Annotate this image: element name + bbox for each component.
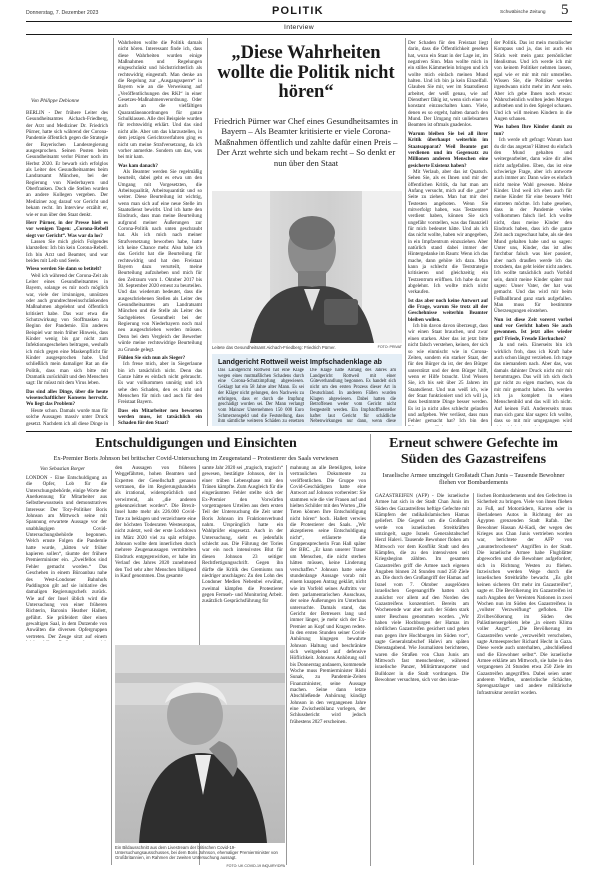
info-box	[212, 354, 402, 426]
info-box-right: Die Klage hatte Anfang des Jahres am Landgericht Rottweil mit einer Güteverhandlung begonnen. Es handelt sich nicht um den ersten Prozess dieser Art in Deutschland. In anderen Fällen wurden Klagen abgewiesen. Dabei hatten die Betroffenen weder vom Gericht nicht festgestellt werden. Ein Impfstoffhersteller haftet laut Gericht für schädliche Nebenwirkungen nur dann, wenn diese	[310, 368, 396, 424]
interview-teaser: Friedrich Pürner war Chef eines Gesundheitsamtes in Bayern – Als Beamter kritisierte er viele Corona-Maßnahmen öffentlich und zahlte dafür einen Preis – Der Arzt wehrte sich und bekam recht – So denkt er nun über den Staat	[214, 116, 398, 168]
col-divider	[473, 493, 474, 865]
johnson-credit: FOTO: UK COVID-19 INQUIRY/DPA	[226, 864, 285, 868]
header-date: Donnerstag, 7. Dezember 2023	[26, 10, 99, 16]
interview-question: Herr Pürner, in der Presse hieß es vor wenigen Tagen: „Corona-Rebell siegt vor Gericht“. Was war da los?	[26, 219, 108, 239]
interview-paragraph: Wahrheiten wollte die Politik damals nicht hören. Interessant finde ich, dass diese Wahrheiten wurden einige Maßnahmen und Regelungen eingeschränkt und höchstrichterlich als rechtswidrig eingestuft. Man denke an die Regelung zur „Ausgangssperre“ in Bayern wie an die Verweisung auf „Veröffentlichungen des RKI“ in einer Gesetzes-Maßnahmenverordnung. Oder auch an die vielfältigen Quarantäneanordnungen für ganze Schulklassen. Alle drei Beispiele wurden für rechtswidrig erklärt. Und das sind nicht alle. Aber um das klarzustellen, in dem jetzigen Gerichtsverfahren ging es nicht um meine Strafversetzung, da ich vorher anmerkte. Sondern um das, was bei mir kam.	[118, 40, 202, 161]
johnson-col3: samte Jahr 2020 sei „tragisch, tragisch“ gewesen, bestätigte Johnson, der in einer trüben Lebensphase mit den Tränen kämpfte. Zum Ausgleich für die eingeräumten Fehler stellte sich der Ex-Premier den Vorwürfen vorgetragenen Urteilen aus dem ersten Teil der Untersuchung die Zeit unter Boris Johnson im Fraktionsverbund nahm. Ursprünglich hatte ein Wahlprüfer eingesetzt. Auch in der Untersuchung, sieht es jedenfalls schlecht aus. Die Führung der Tories war ein noch intensivstes Blut für diesen Johnson 23 seitiger Rechtfertigungsschrift. Gegen ihn dürfte die Kritik des Gremiums nun niedriger anschlagen: Zu den Lohn des Londoner Medien Nebenbei erwähnt, zweimal kämpfen die Protestierer gegen Fernseh- und Monitoring Arbeit. zusätzlich Gesprächsführung für	[202, 465, 283, 605]
col-divider	[491, 38, 492, 426]
col-divider	[207, 38, 208, 426]
johnson-headline: Entschuldigungen und Einsichten	[95, 436, 297, 451]
interview-byline: Von Philippe Debionne	[31, 98, 80, 104]
portrait-caption: Leitete das Gesundheitsamt Aichach-Friedberg: Friedrich Pürner.	[212, 345, 336, 350]
interview-paragraph: Weil ich während der Corona-Zeit als Leiter eines Gesundheitsamtes in Bayern, solange es mir noch möglich war, viele der irrsinnigen, unnützen oder auch grundrechteeinschränkenden Maßnahmen abgelehnt und öffentlich kritisiert habe. Das war etwa die Schutzwirkung von Stoffmasken zu Beginn der Pandemie. Ein anderes Beispiel war mein früher Hinweis, dass Kinder wenig bis gar nicht zum Infektionsgeschehen beitragen, weshalb ich mich gegen eine Maskenpflicht für Kinder ausgesprochen habe. Und schließlich mein damaliger Rat an die Politik, dass man sich bitte mit Dramatik zurückhält und den Menschen sagt: Ihr müsst mit dem Virus leben.	[26, 272, 108, 387]
johnson-byline: Von Sebastian Borger	[40, 466, 86, 472]
interview-paragraph: Ich freue mich, aber in Siegerlaune bin ich tatsächlich nicht. Denn das Ganze hätte es einfach nicht gebraucht. Es war vollkommen unnötig und ich sehe den Schaden, den es nicht und Menschen für mich und auch für den Freistaat Bayern.	[118, 361, 202, 406]
section-title: POLITIK	[272, 5, 324, 17]
johnson-col1: LONDON - Eine Entschuldigung an die Opfer, Lob für die Unterschungsbehörde, einige Worte der Anerkennung für Mitarbeiter aus Selbstbewusstsein und demonstratives Interesse: Der Tory-Politiker Boris Johnson am Mittwoch seine mit Spannung erwartete Aussage vor der unabhängigen Covid-Untersuchungsbehörde begonnen. Welch ernste Folgen die Pandemie hatte wurde, „hätten wir früher kapieren sollen“, räumte der frühere Premierminister ein. „Zweifellos sind Fehler gemacht worden.“ Das Geschehen in einem Büroanbau nahe des West-Londoner Bahnhofs Paddington gilt auf sie initiative des damaligen Regierungschefs zurück. Wie auf der Insel üblich wird die Untersuchung von einer früheren Richterin, Baronin Heather Hallett, geführt. Sie prüfeidert über einen gewaltigen Saal, in dem Dutzende von Anwälten die diversen Opfergruppen vertreten. Der Zeuge sitzt auf einem	[26, 475, 107, 640]
newspaper-name: Schwäbische Zeitung	[500, 10, 546, 15]
interview-paragraph: Ja und nein. Einerseits bin ich wirklich froh, dass ich Kraft habe auch schon längst verziehen. Ich trage das niemandem nach. Aber das, was damals dahinter Druck nicht mir mit herumtragen. Das will ich sich doch gar nicht zu eigen machen, was da mit mir gemacht haben. Da werden ich ja komplett in einen Menschenbild und das will ich nicht. Auf keinen Fall. Andererseits muss man sich ganz klar sagen: Ich wollte, dass so mit mir umgegangen wird	[494, 342, 572, 425]
gaza-headline: Erneut schwere Gefechte im Süden des Gazastreifens	[389, 436, 558, 467]
gaza-subhead: Israelische Armee umzingelt Großstadt Chan Junis – Tausende Bewohner fliehen vor Bombardements	[382, 472, 565, 487]
johnson-col1-cont	[26, 645, 107, 865]
interview-question: Was kam danach?	[118, 162, 158, 169]
col-divider	[286, 465, 287, 865]
interview-paragraph: Der Schaden für den Freistaat liegt darin, dass die Öffentlichkeit gesehen hat, wozu ein Staat in der Lage ist, im negativen Sinn. Man wollte mich in ein stilles Kämmerlein bringen und ich wollte mich einfach meinen Mund halten. Und ich bin ja kein Einzelfall. Glauben Sie mir, wer im Staatsdienst arbeitet, der weiß genau, wie auf Dienstherr fähig ist, wenn sich einer so konstant einzuschalten kann. Viele, denen es so ergeht, halten danach den Mund. Der Umgang mit unliebsamen Beamten ist oftmals gnadenlos.	[408, 40, 488, 129]
interview-col4	[494, 40, 572, 426]
interview-paragraph: Heute schon. Damals wurde man für solche Aussagen massiv unter Druck gesetzt. Nachdem ich all diese Dinge in	[26, 407, 108, 426]
section-rule	[26, 431, 572, 432]
johnson-subhead: Ex-Premier Boris Johnson bei britischer Covid-Untersuchung im Zeugenstand – Protestierer des Saals verwiesen	[53, 455, 339, 462]
info-box-left: Das Landgericht Rottweil hat eine Klage wegen eines mutmaßlichen Schadens durch eine Corona-Schutzimpfung abgewiesen. Geklagt hat ein 58 Jahre alter Mann. Es sei der Kläger nicht gelungen, den Nachweis zu erbringen, dass er durch die Impfung geschädigt worden sei. Der Mann verlangt vom Mainzer Unternehmen 150 000 Euro Schmerzensgeld und die Feststellung, dass ihm sämtliche weiteren Schäden zu ersetzen	[218, 368, 304, 424]
gaza-col1: GAZASTREIFEN (AFP) - Die israelische Armee hat sich in der Stadt Chan Junis im Süden des Gazastreifens heftige Gefechte mit Kämpfern der radikalislamischen Hamas geliefert. Die Gegend um die Großstadt werde von israelischen Streitkräften umzingelt, sagte Israels Generalstabschef Herzl Halevi. Tausende Bewohner flohen am Mittwoch vor dem Konflikt Stadt und den Kämpfen, die zu den intensivsten seit Kriegsbeginn zählten. Im gesamten Gazastreifen griff die Armee nach eigenen Angaben binnen 24 Stunden rund 250 Ziele an. Die durch den Großangriff der Hamas auf Israel vom 7. Oktober ausgelösten israelischen Gegenangriffe hatten sich zunächst vor allem auf den Norden des Gazastreifens konzentriert. Bereits am Wochenende war aber auch der Süden stark unter Beschuss genommen worden. „Wir haben viele Hochburgen der Hamas im nördlichen Gazastreifen gesichert und gehen nun gegen ihre Hochburgen im Süden vor“, sagte Generalstabschef Halevi am späten Dienstagabend. Wie Journalisten berichteten, waren die Straßen von Chan Junis am Mittwoch fast menschenleer, während israelische Panzer, Militärtransporter und Bulldozer in die Stadt vordrangen. Die Bewohner versuchten, sich vor den israe-	[375, 493, 469, 683]
article-divider	[370, 434, 371, 866]
gaza-col2: lischen Bombardements und den Gefechten in Sicherheit zu bringen. Viele von ihnen fliehen zu Fuß, auf Motorrädern, Karren oder in überladenen Autos in Richtung der an Ägypten grenzenden Stadt Rafah. Der Bewohner Hassan Al-Kadi, der wegen des Krieges aus Chan Junis vertrieben worden war, berichtete der AFP von „ununterbrochenen“ Angriffen in der Stadt. Die israelische Armee habe Flugblätter abgeworfen und die Bewohner aufgefordert, sich in Richtung Westen zu fliehen. Inzwischen werden Wege durch die israelischen Streitkräfte bewacht. „Es gibt keinen sicheren Ort mehr im Gazastreifen“, sagte er. Die Bevölkerung im Gazastreifen ist nach Angaben der Vereinten Nationen in zwei Wochen nun im Süden des Gazastreifens in „vollster Verzweiflung“ geflohen. Die Zivilbevölkerung im Süden des Palästinensergebiets lebe „in einem Klima voller Angst“. „Die Bevölkerung im Gazastreifen werde „verzweifelt verschoben, sagte Armeesprecher Richard Hecht in Gaza. Diese werde auch unterhalten, „abschließend und die Einwohner selbst“. Die israelische Armee erklärte am Mittwoch, sie habe in den vergangenen 24 Stunden etwa 250 Ziele im Gazastreifen angegriffen. Dabei seien unter anderem Waffen, unterirdische Schächte, Sprengsatzlager und andere militärische Infrastruktur zerstört worden.	[477, 493, 572, 696]
interview-paragraph: Als Beamter werden Sie regelmäßig beurteilt, dabei geht es etwa um den Umgang mit Vorgesetzten, die Arbeitsqualität, Arbeitsquantität und so weiter. Diese Beurteilung ist wichtig, wenn man sich auf eine neue Stelle im Staatsdienst bewirbt. Und ich hatte den Eindruck, dass man meine Beurteilung aufgrund meiner Äußerungen zur Corona-Politik nach unten geschraubt hat. Als ich mich nach meiner Strafversetzung beworben habe, hatte ich keine Chance mehr. Also habe ich das Gericht hat die Beurteilung für rechtswidrig und hat den Freistaat Bayern dazu verurteilt, meine Beurteilung aufzuheben und mich für den Zeitraum vom 1. Oktober 2017 bis 30. September 2020 erneut zu beurteilen. Und das wiederum bedeutet, dass die ausgeschriebenen Stellen als Leiter des Gesundheitsamtes am Landratsamt München und die Stelle als Leiter des Sachgebietes Gesundheit bei der Regierung von Niederbayern noch mal neu ausgeschrieben werden müssen. Denn bei dem Vergleich der Bewerber würde meine rechtswidrige Beurteilung zu Grunde gelegt.	[118, 168, 202, 353]
interview-question: Warum bleiben Sie bei all ihrer Kritik überhaupt weiterhin im Staatsapparat? Weil Beamte gut verdienen und im Gegensatz zu Millionen anderen Menschen eine gesicherte Existenz haben?	[408, 130, 488, 169]
johnson-col4: mahnung an alle Beteiligten, keine vertraulichen Dokumente zu veröffentlichen. Die Gruppe von Covid-Geschädigten hatte eine Antwort auf Johnson vorbereitet: Sie stammen wie die vier Frauen auf und hielten Schilder mit den Worten „Die Toten können Ihre Entschuldigung nicht hören“ hoch. Hallett verwies die Protestierer des Saals. „Wir akzeptieren seine Entschuldigung nicht“, erläuterte die Gruppensprecherin Fran Hall später der BBC. „Er kann unserer Trauer um Menschen, die nicht sterben hätten müssen, keine Linderung verschaffen.“ Johnson hatte seine stundenlange Aussage vorab mit einem knappen Antrag geklärt, nicht wie im Vorfeld seines Auftritts vor dem parlamentarischen Ausschuss, der seine Äußerungen im Unterhaus untersuchte. Damals stand, das Gericht der Betreuers lang und immer länger, je mehr sich der Ex-Premier an Kopf und Kragen redete. In den ersten Stunden seiner Covid-Anhörung hingegen bewahrte Johnson Haltung und beschränkte sich weitgehend auf defensive Höflichkeit. Johnsons Anhörung soll bis Donnerstag andauern, kommende Woche muss Premierminister Rishi Sunak, zu Pandemie-Zeiten Finanzminister, seine Aussage machen. Seine dann letzte Abschließende Anhörung kündigt Johnson in den vergangenen Jahre eine Zwischenbilanz vorlegen, der Schlussbericht wird jedoch frühestens 2027 erscheinen.	[290, 465, 366, 725]
col-divider	[405, 38, 406, 426]
col-divider	[113, 38, 114, 426]
interview-paragraph: BERLIN - Der frühere Leiter des Gesundheitsamtes Aichach-Friedberg, der Arzt und Mediziner Dr. Friedrich Pürner, hatte sich während der Corona-Pandemie öffentlich gegen die Strategie der Bayerischen Landesregierung ausgesprochen. Seinen Posten beim Gesundheitsamt verlor Pürner noch im Herbst 2020. Er bewarb sich erfolglos als Leiter des Gesundheitsamtes beim Landratsamt München, bei der Regierung von Niederbayern und Oberfranken. Doch die Stellen wurden an andere Kollegen vergeben. Der Mediziner zog darauf vor Gericht und bekam recht. Im Interview erzählt er, wie er nun über den Staat denkt.	[26, 110, 108, 218]
interview-col1	[26, 110, 108, 426]
interview-question: Fühlen Sie sich nun als Sieger?	[118, 354, 186, 361]
portrait-illustration	[212, 191, 402, 343]
portrait-credit: FOTO: PRIVAT	[377, 345, 402, 349]
johnson-caption: Ein Bildausschnitt aus dem Livestream der britischen Covid-19-Untersuchungsausschusses, bei dem Boris Johnson, ehemaliger Premierminister von Großbritannien, im Rahmen der zweiten Untersuchung aussagt.	[115, 845, 278, 861]
page-number: 5	[561, 2, 569, 18]
interview-question: Was haben Ihre Kinder damit zu tun?	[494, 124, 572, 137]
interview-paragraph: Mit Verlaub, aber das ist Quatsch. Sehen Sie, als es Ihnen und mir der öffentlichen Kritik, da hat man am Anfang versucht, mich auf die „gute“ Seite zu ziehen. Man hat mir drei Testesten angeboten. Wenn Sie mitverfolgt haben, was Testzentren verdient haben, können Sie sich ungefähr vorstellen, was das finanziell für mich bedeutet hätte. Und als ich das nicht wollte, haben wir angegeben, in ein Impfzentrum einzuziehen. Aber natürlich stand dabei immer der Hintergedanke im Raum: Wenn ich das mache, dann gehöre ich dazu. Man kann ja schlecht die Teststrategie kritisieren und gleichzeitig ein Testzentrum eröffnen. Ich habe da nur abgelehnt. Ich wollte mich nicht verkaufen.	[408, 168, 488, 296]
interview-kicker: Interview	[284, 24, 314, 31]
interview-question: Das sind alles Dinge, über die heute wissenschaftlicher Konsens herrscht. Wo liegt das Problem?	[26, 388, 108, 408]
info-box-title: Landgericht Rottweil weist Impfschadenklage ab	[218, 358, 382, 366]
interview-paragraph: Ich bin davon davon überzeugt, dass wir einen Staat brauchen, und zwar einen starken. Aber das ist jetzt bitte nicht falsch verstehen, keinen, der sich so wie einmischt wie in Corona-Zeiten, sondern ein starker Staat, der für den Bürger da ist, der den Bürger unterstützt und der dem Bürger hilft, wenn er Hilfe braucht. Und Wissen Sie, ich bis seit über 25 Jahren im Staatsdienst. Und nun weiß ich, wie der Staat funktioniert und ich will ja, dass bestimmte Dinge besser werden. Es ist ja nicht alles schlecht gelaufen und aufgeben. Wer verlässt, dass man Fehler gemacht hat? Ich bin den	[408, 323, 488, 425]
interview-headline: „Diese Wahrheiten wollte die Politik nicht hören“	[217, 43, 395, 102]
col-divider	[111, 470, 112, 865]
kicker-rule	[26, 34, 572, 35]
header-rule	[26, 21, 572, 22]
johnson-photo	[115, 645, 285, 843]
interview-question: Wieso werden Sie dann so betitelt?	[26, 266, 102, 273]
interview-question: Nun ist diese Zeit vorerst vorbei und vor Gericht haben Sie auch gewonnen. Ist jetzt alles wieder gut? Friede, Freude Eierkuchen?	[494, 316, 572, 342]
interview-paragraph: Ich werde oft gefragt: Warum hast du dir das angetan? Hättest du einfach den Mund gehalten und weitergearbeitet, dann wäre dir alles nicht aufgefallen. Eben, das ist eine schwierige Frage, aber ich antworte auch immer an: Dann wäre es einfach nicht meine Wahl gewesen. Meine Kinder. Und weil ich eben auch für meine Kinder für eine bessere Welt eintreten möchte. Ich habe gesehen, dass in der Pandemie vieles vollkommen falsch lief. Ich wollte nicht, dass meine Kinder den Eindruck haben, dass ich die ganze Zeit auch zugeschaut habe, als sie den Mund gehalten habe und so sagen: Unter uns, Kinder, das ist alles furchtbar falsch was hier passiert, aber nach draußen werde ich das trotzdem, das geht leider nicht anders. Ich wollte tatsächlich auch Vorbild sein, damit meine Kinder später mal sagen: Unser Vater, der hat was gemacht. Und das wird mir beim Fußballbrand ganz stark aufgefallen. Man muss für bestimmte Überzeugungen einstehen.	[494, 137, 572, 315]
interview-paragraph: der Politik. Das ist mein moralischer Kompass und ja, das ist auch ein Stück weit mein ganz persönlicher Idealismus. Und ich werde ich mir von keinem Politiker nehmen lassen, egal wie er mir mit mir umstellen. Wissen Sie, die Politiker werden irgendwann nicht mehr im Amt sein. Aber ich gebe Ihnen noch etwas: Wahrscheinlich wollten jeden Morgen aufstehen und in den Spiegel schauen. Und ich will meinen Kindern in die Augen schauen.	[494, 40, 572, 123]
johnson-illustration	[115, 645, 285, 843]
portrait-photo	[212, 191, 402, 343]
interview-paragraph: Lassen Sie mich gleich Folgendes klarstellen: Ich bin kein Corona-Rebell. Ich bin Arzt und Beamter, und war beides mit Leib und Seele.	[26, 238, 108, 264]
interview-col3	[408, 40, 488, 426]
johnson-col2: den Aussagen von früheren Weggefährten, hohen Beamten und Experten der Gesellschaft genauso vertrauen, die im Regierungshandeln als irrational, widersprüchlich und verwirrend, als „die anderen gekennzeichnet worden“. Die Brexit-Insel hatte mehr als 226.000 Covid-Tote zu beklagen und verzeichnete eine der höchsten Todesraten Westeuropas, nicht zuletzt, weil der erste Lockdown im März 2020 viel zu spät erfolgte. Johnson wollte dem innerlichen durch mehrere Zeugenaussagen vermittelten Eindruck entgegenwirken, er habe im Verlauf des Jahres 2020 zunehmend den Tod sehr alter Menschen billigend in Kauf genommen. Das gesamte	[115, 465, 196, 579]
interview-question: Ist das aber noch keine Antwort auf die Frage, warum Sie trotz all der Geschehnisse weiterhin Beamter bleiben wollen.	[408, 297, 488, 323]
interview-question: Dass ein Mitarbeiter neu beworten werden muss, ist tatsächlich ein Schaden für den Staat?	[118, 407, 202, 426]
interview-col2	[118, 40, 202, 426]
